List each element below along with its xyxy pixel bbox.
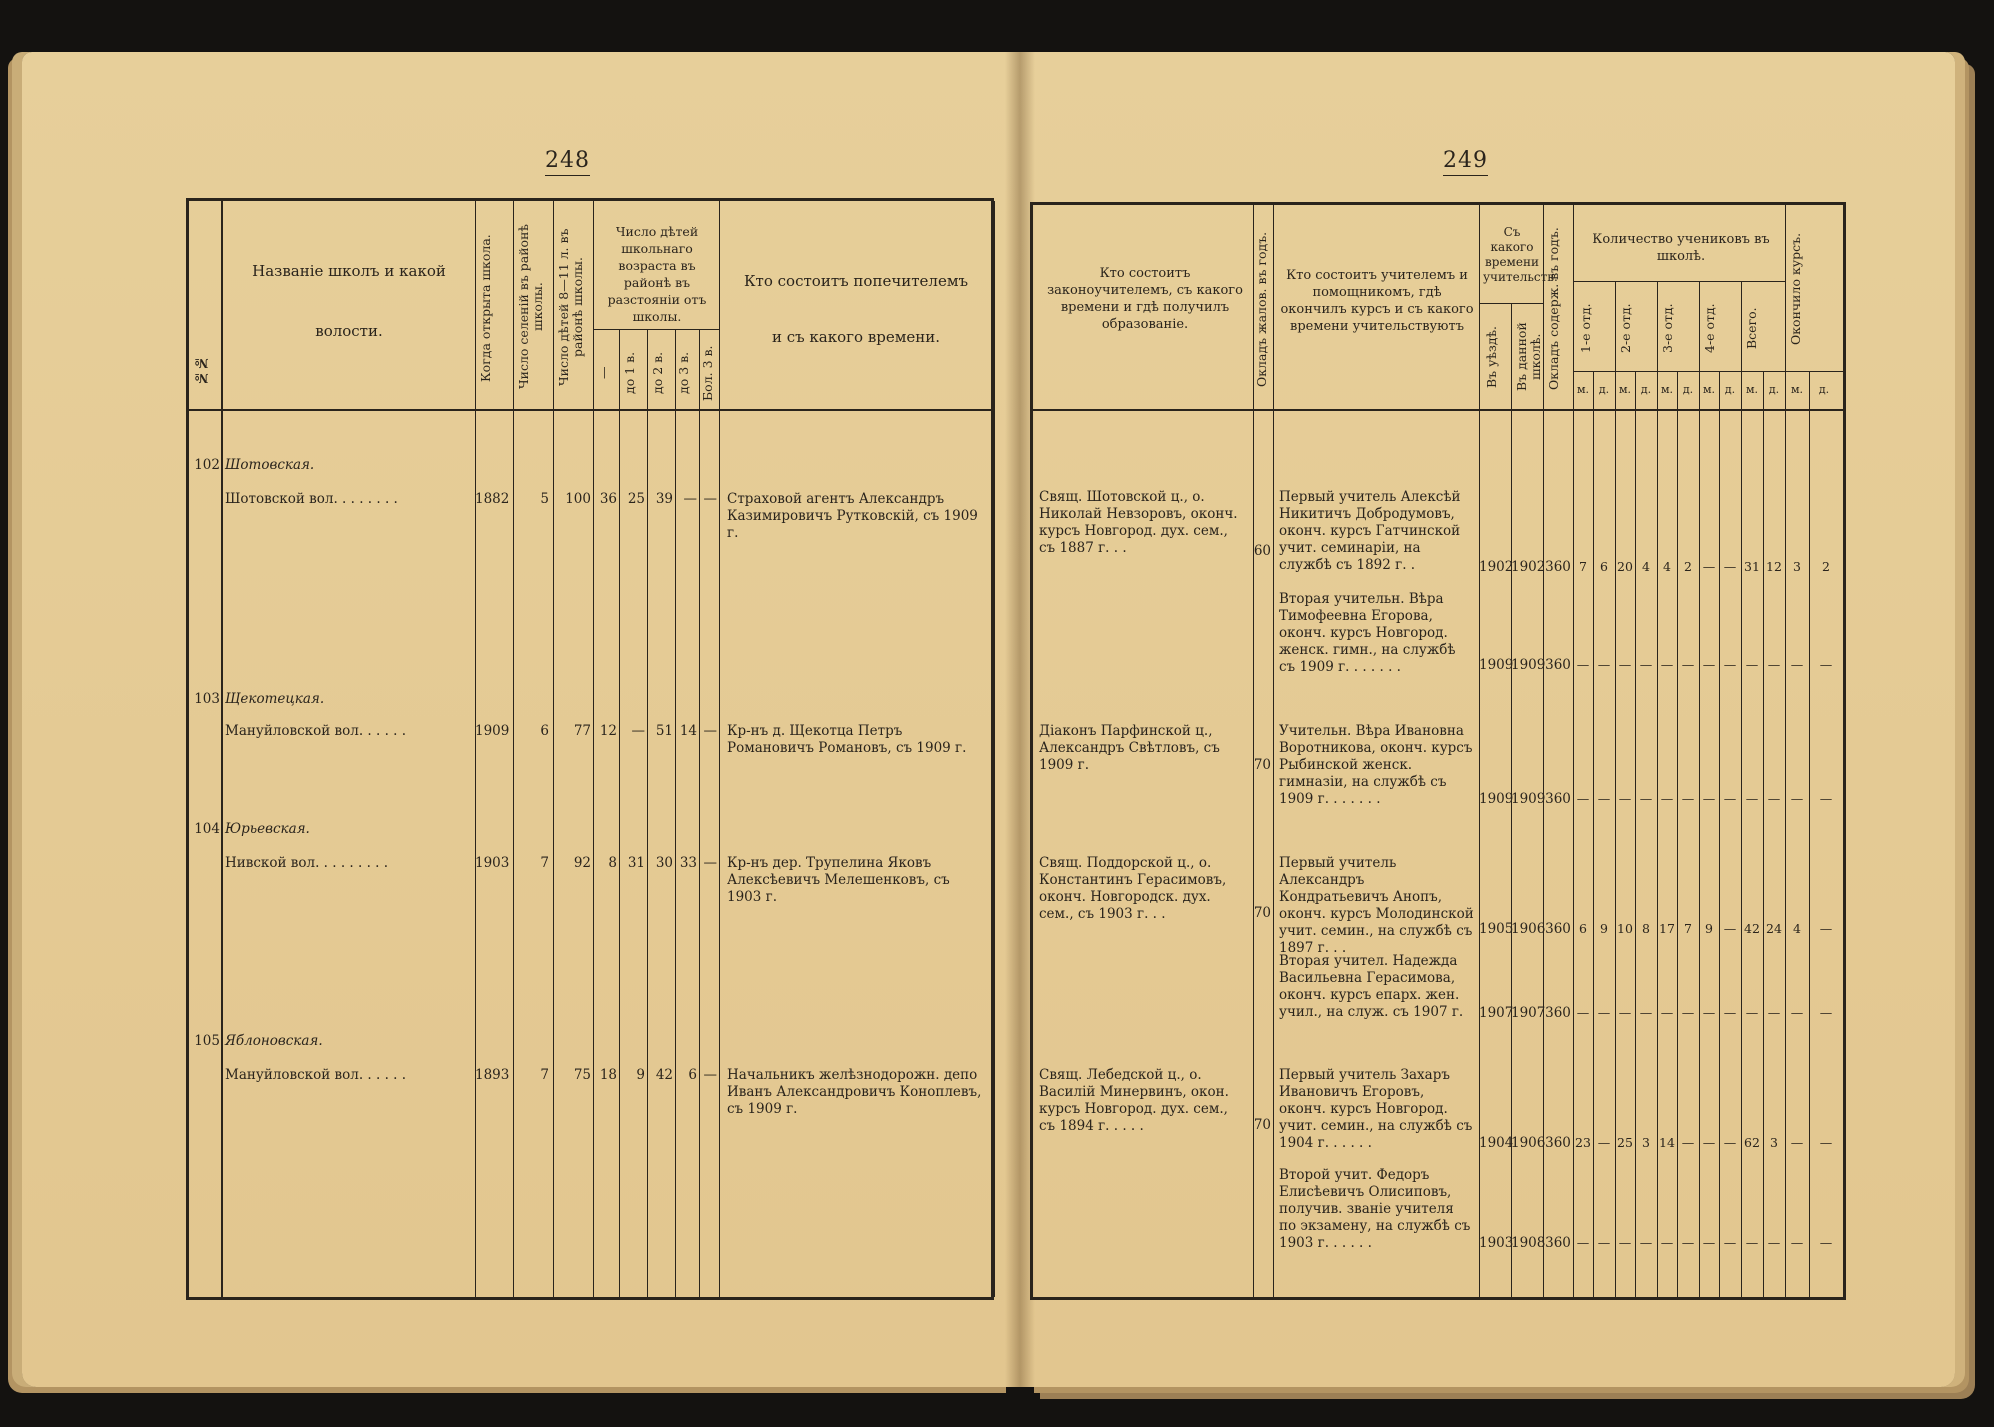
header-salary: Окладъ содерж. въ годъ. (1546, 227, 1561, 391)
since-school: 1909 (1511, 657, 1546, 673)
pupil-count: — (1767, 1005, 1781, 1020)
pupil-count: 3 (1793, 559, 1801, 574)
pupil-count: — (1618, 1235, 1632, 1250)
pupil-count: 42 (1744, 921, 1760, 936)
header-d: д. (1682, 383, 1694, 396)
header-m: м. (1618, 383, 1632, 396)
pupil-count: — (1745, 1235, 1759, 1250)
header-d: д. (1818, 383, 1830, 396)
pupil-count: — (1790, 1135, 1804, 1150)
pupil-count: 12 (1766, 559, 1782, 574)
header-grade-1: 1-е отд. (1578, 303, 1593, 353)
school-name: Шотовская. (225, 457, 315, 473)
header-dist-3: до 3 в. (676, 351, 691, 395)
since-uezd: 1905 (1479, 921, 1514, 937)
volost: Нивской вол. . . . . . . . . (225, 855, 389, 871)
pupil-count: — (1790, 1005, 1804, 1020)
pupil-count: — (1702, 657, 1716, 672)
dist-4: — (703, 855, 717, 871)
pupil-count: — (1819, 1005, 1833, 1020)
volost: Мануйловской вол. . . . . . (225, 1067, 407, 1083)
teacher-salary: 360 (1545, 657, 1571, 673)
pupil-count: 2 (1684, 559, 1692, 574)
header-d: д. (1598, 383, 1610, 396)
trustee: Начальникъ желѣзнодорожн. депо Иванъ Александровичъ Коноплевъ, съ 1909 г. (727, 1067, 986, 1117)
pupil-count: — (1723, 1005, 1737, 1020)
villages-count: 6 (540, 723, 549, 739)
pupil-count: — (1597, 1235, 1611, 1250)
header-num: №№ (194, 356, 209, 386)
teacher-info: Учительн. Вѣра Ивановна Воротникова, оконч. курсъ Рыбинской женск. гимназіи, на службѣ съ 1909 г. . . . . . . (1279, 723, 1477, 807)
pupil-count: 7 (1684, 921, 1692, 936)
dist-3: 14 (679, 723, 697, 739)
dist-2: 30 (655, 855, 673, 871)
pupil-count: — (1745, 657, 1759, 672)
since-uezd: 1909 (1479, 657, 1514, 673)
row-number: 102 (194, 457, 220, 473)
teacher-info: Первый учитель Алексѣй Никитичъ Добродумовъ, оконч. курсъ Гатчинской учит. семинаріи, на службѣ съ 1892 г. . (1279, 489, 1465, 573)
pupil-count: — (1660, 791, 1674, 806)
pupil-count: 8 (1642, 921, 1650, 936)
dist-1: — (631, 723, 645, 739)
pupil-counts (1573, 791, 1843, 809)
pupil-count: — (1723, 921, 1737, 936)
pupil-count: — (1723, 1135, 1737, 1150)
since-uezd: 1902 (1479, 559, 1514, 575)
header-m: м. (1576, 383, 1590, 396)
header-m: м. (1660, 383, 1674, 396)
teacher-salary: 360 (1545, 1235, 1571, 1251)
lawteacher: Діаконъ Парфинской ц., Александръ Свѣтловъ, съ 1909 г. (1039, 723, 1225, 773)
opened-year: 1882 (475, 491, 510, 507)
pupil-count: — (1723, 657, 1737, 672)
pupil-count: — (1723, 1235, 1737, 1250)
pupil-count: — (1745, 791, 1759, 806)
teacher-info: Вторая учител. Надежда Васильевна Герасимова, оконч. курсъ епарх. жен. учил., на служ. съ 1907 г. (1279, 953, 1464, 1020)
since-school: 1907 (1511, 1005, 1546, 1021)
pupil-count: — (1681, 1005, 1695, 1020)
pupil-count: 9 (1600, 921, 1608, 936)
page-number-left: 248 (545, 148, 590, 176)
pupil-counts (1573, 1005, 1843, 1023)
lawteacher: Свящ. Лебедской ц., о. Василій Минервинъ, окон. курсъ Новгород. дух. сем., съ 1894 г. . . . . (1039, 1067, 1234, 1134)
pupil-count: 31 (1744, 559, 1760, 574)
villages-count: 5 (540, 491, 549, 507)
page-number-right: 249 (1443, 148, 1488, 176)
since-school: 1906 (1511, 921, 1546, 937)
dist-1: 9 (636, 1067, 645, 1083)
pupil-count: — (1819, 657, 1833, 672)
pupil-count: — (1660, 1235, 1674, 1250)
header-distance: Число дѣтей школьнаго возраста въ районѣ въ разстояніи отъ школы. (607, 224, 707, 324)
school-table-right (1030, 202, 1846, 1300)
pupil-count: — (1723, 559, 1737, 574)
law-salary: 70 (1253, 1117, 1271, 1133)
since-uezd: 1909 (1479, 791, 1514, 807)
since-school: 1908 (1511, 1235, 1546, 1251)
opened-year: 1893 (475, 1067, 510, 1083)
dist-3: 6 (688, 1067, 697, 1083)
pupil-count: — (1639, 1005, 1653, 1020)
pupil-counts (1573, 657, 1843, 675)
dist-4: — (703, 491, 717, 507)
header-m: м. (1702, 383, 1716, 396)
pupil-count: — (1702, 1235, 1716, 1250)
pupil-count: — (1790, 1235, 1804, 1250)
school-name: Яблоновская. (225, 1033, 323, 1049)
villages-count: 7 (540, 855, 549, 871)
pupil-count: — (1639, 1235, 1653, 1250)
school-name: Щекотецкая. (225, 691, 325, 707)
pupil-count: 4 (1793, 921, 1801, 936)
pupil-count: — (1702, 559, 1716, 574)
teacher-info: Второй учит. Федоръ Елисѣевичъ Олисиповъ, получив. званіе учителя по экзамену, на службѣ съ 1903 г. . . . . . (1279, 1167, 1475, 1251)
header-grade-4: 4-е отд. (1702, 303, 1717, 353)
dist-0: 18 (599, 1067, 617, 1083)
pupil-count: 14 (1659, 1135, 1675, 1150)
lawteacher: Свящ. Шотовской ц., о. Николай Невзоровъ, оконч. курсъ Новгород. дух. сем., съ 1887 г. . . (1039, 489, 1242, 556)
since-uezd: 1904 (1479, 1135, 1514, 1151)
teacher-salary: 360 (1545, 1135, 1571, 1151)
row-number: 105 (194, 1033, 220, 1049)
pupil-count: — (1660, 1005, 1674, 1020)
pupil-count: — (1681, 791, 1695, 806)
teacher-info: Первый учитель Захаръ Ивановичъ Егоровъ, оконч. курсъ Новгород. учит. семин., на службѣ съ 1904 г. . . . . . (1279, 1067, 1477, 1151)
children-count: 77 (573, 723, 591, 739)
pupil-count: 23 (1575, 1135, 1591, 1150)
pupil-count: — (1681, 657, 1695, 672)
pupil-count: 7 (1579, 559, 1587, 574)
trustee: Кр-нъ дер. Трупелина Яковъ Алексѣевичъ Мелешенковъ, съ 1903 г. (727, 855, 955, 905)
pupil-count: — (1597, 791, 1611, 806)
teacher-info: Вторая учительн. Вѣра Тимофеевна Егорова, оконч. курсъ Новгород. женск. гимн., на службѣ съ 1909 г. . . . . . . (1279, 591, 1460, 675)
pupil-count: 62 (1744, 1135, 1760, 1150)
pupil-count: — (1576, 1005, 1590, 1020)
law-salary: 60 (1253, 543, 1271, 559)
pupil-count: — (1702, 1135, 1716, 1150)
pupil-count: — (1819, 921, 1833, 936)
pupil-count: 25 (1617, 1135, 1633, 1150)
since-school: 1902 (1511, 559, 1546, 575)
since-school: 1906 (1511, 1135, 1546, 1151)
pupil-count: 20 (1617, 559, 1633, 574)
pupil-count: — (1790, 657, 1804, 672)
pupil-count: — (1681, 1135, 1695, 1150)
header-since-school: Въ данной школѣ. (1514, 322, 1543, 392)
children-count: 75 (573, 1067, 591, 1083)
row-number: 103 (194, 691, 220, 707)
pupil-count: — (1576, 791, 1590, 806)
trustee: Кр-нъ д. Щекотца Петръ Романовичъ Романовъ, съ 1909 г. (727, 723, 967, 756)
header-dist-2: до 2 в. (650, 351, 665, 395)
dist-2: 42 (655, 1067, 673, 1083)
pupil-count: — (1576, 1235, 1590, 1250)
header-m: м. (1745, 383, 1759, 396)
pupil-count: — (1618, 657, 1632, 672)
pupil-count: 9 (1705, 921, 1713, 936)
dist-1: 31 (627, 855, 645, 871)
pupil-count: — (1723, 791, 1737, 806)
pupil-counts (1573, 1135, 1843, 1153)
header-total: Всего. (1744, 307, 1759, 349)
header-trustee-1: Кто состоитъ попечителемъ (743, 272, 969, 290)
children-count: 100 (565, 491, 591, 507)
pupil-count: — (1767, 1235, 1781, 1250)
school-table-left (186, 198, 994, 1300)
dist-0: 8 (608, 855, 617, 871)
header-grade-3: 3-е отд. (1660, 303, 1675, 353)
opened-year: 1903 (475, 855, 510, 871)
header-since: Съ какого времени учительств. (1483, 225, 1558, 284)
pupil-count: 3 (1770, 1135, 1778, 1150)
dist-3: — (683, 491, 697, 507)
pupil-count: — (1597, 1135, 1611, 1150)
teacher-info: Первый учитель Александръ Кондратьевичъ Анопъ, оконч. курсъ Молодинской учит. семин., на службѣ съ 1897 г. . . (1279, 855, 1479, 956)
pupil-count: — (1576, 657, 1590, 672)
since-uezd: 1903 (1479, 1235, 1514, 1251)
dist-2: 51 (655, 723, 673, 739)
dist-3: 33 (679, 855, 697, 871)
pupil-count: 4 (1642, 559, 1650, 574)
pupil-count: 4 (1663, 559, 1671, 574)
header-law-salary: Окладъ жалов. въ годъ. (1254, 231, 1269, 387)
dist-0: 36 (599, 491, 617, 507)
pupil-count: — (1745, 1005, 1759, 1020)
law-salary: 70 (1253, 757, 1271, 773)
pupil-count: — (1660, 657, 1674, 672)
pupil-count: — (1767, 657, 1781, 672)
header-m: м. (1790, 383, 1804, 396)
dist-4: — (703, 723, 717, 739)
header-d: д. (1640, 383, 1652, 396)
trustee: Страховой агентъ Александръ Казимировичъ Рутковскій, съ 1909 г. (727, 491, 983, 541)
pupil-count: — (1819, 791, 1833, 806)
header-trustee-2: и съ какого времени. (771, 328, 941, 346)
header-graduated: Окончило курсъ. (1788, 232, 1803, 346)
pupil-count: — (1702, 1005, 1716, 1020)
header-d: д. (1768, 383, 1780, 396)
pupil-count: — (1618, 791, 1632, 806)
school-name: Юрьевская. (225, 821, 310, 837)
pupil-count: — (1681, 1235, 1695, 1250)
header-dist-0: — (596, 366, 611, 380)
header-name-1: Названіе школъ и какой (252, 262, 446, 280)
teacher-salary: 360 (1545, 1005, 1571, 1021)
header-pupils: Количество учениковъ въ школѣ. (1592, 232, 1770, 264)
row-number: 104 (194, 821, 220, 837)
teacher-salary: 360 (1545, 921, 1571, 937)
lawteacher: Свящ. Поддорской ц., о. Константинъ Герасимовъ, оконч. Новгородск. дух. сем., съ 1903 г. . . (1039, 855, 1231, 922)
volost: Мануйловской вол. . . . . . (225, 723, 407, 739)
volost: Шотовской вол. . . . . . . . (225, 491, 398, 507)
pupil-counts (1573, 1235, 1843, 1253)
law-salary: 70 (1253, 905, 1271, 921)
pupil-count: 17 (1659, 921, 1675, 936)
header-dist-4: Бол. 3 в. (700, 345, 715, 401)
pupil-count: — (1767, 791, 1781, 806)
pupil-count: — (1639, 657, 1653, 672)
dist-1: 25 (627, 491, 645, 507)
header-dist-1: до 1 в. (622, 351, 637, 395)
pupil-counts (1573, 921, 1843, 939)
header-name-2: волости. (315, 322, 383, 340)
dist-0: 12 (599, 723, 617, 739)
pupil-counts (1573, 559, 1843, 577)
pupil-count: 2 (1822, 559, 1830, 574)
header-children: Число дѣтей 8—11 л. въ районѣ школы. (556, 228, 585, 386)
pupil-count: 6 (1600, 559, 1608, 574)
pupil-count: — (1639, 791, 1653, 806)
header-grade-2: 2-е отд. (1618, 303, 1633, 353)
header-d: д. (1724, 383, 1736, 396)
header-since-uezd: Въ уѣздѣ. (1484, 325, 1499, 389)
teacher-salary: 360 (1545, 791, 1571, 807)
pupil-count: — (1702, 791, 1716, 806)
since-uezd: 1907 (1479, 1005, 1514, 1021)
header-teacher: Кто состоитъ учителемъ и помощникомъ, гдѣ окончилъ курсъ и съ какого времени учительствуютъ (1280, 268, 1474, 334)
header-opened: Когда открыта школа. (478, 234, 493, 382)
header-villages: Число селеній въ районѣ школы. (516, 224, 545, 390)
pupil-count: — (1618, 1005, 1632, 1020)
since-school: 1909 (1511, 791, 1546, 807)
dist-4: — (703, 1067, 717, 1083)
pupil-count: 10 (1617, 921, 1633, 936)
header-lawteacher: Кто состоитъ законоучителемъ, съ какого времени и гдѣ получилъ образованіе. (1047, 266, 1243, 332)
pupil-count: — (1819, 1235, 1833, 1250)
pupil-count: 3 (1642, 1135, 1650, 1150)
pupil-count: — (1819, 1135, 1833, 1150)
pupil-count: — (1790, 791, 1804, 806)
teacher-salary: 360 (1545, 559, 1571, 575)
children-count: 92 (573, 855, 591, 871)
villages-count: 7 (540, 1067, 549, 1083)
opened-year: 1909 (475, 723, 510, 739)
pupil-count: 6 (1579, 921, 1587, 936)
pupil-count: — (1597, 1005, 1611, 1020)
pupil-count: 24 (1766, 921, 1782, 936)
pupil-count: — (1597, 657, 1611, 672)
dist-2: 39 (655, 491, 673, 507)
